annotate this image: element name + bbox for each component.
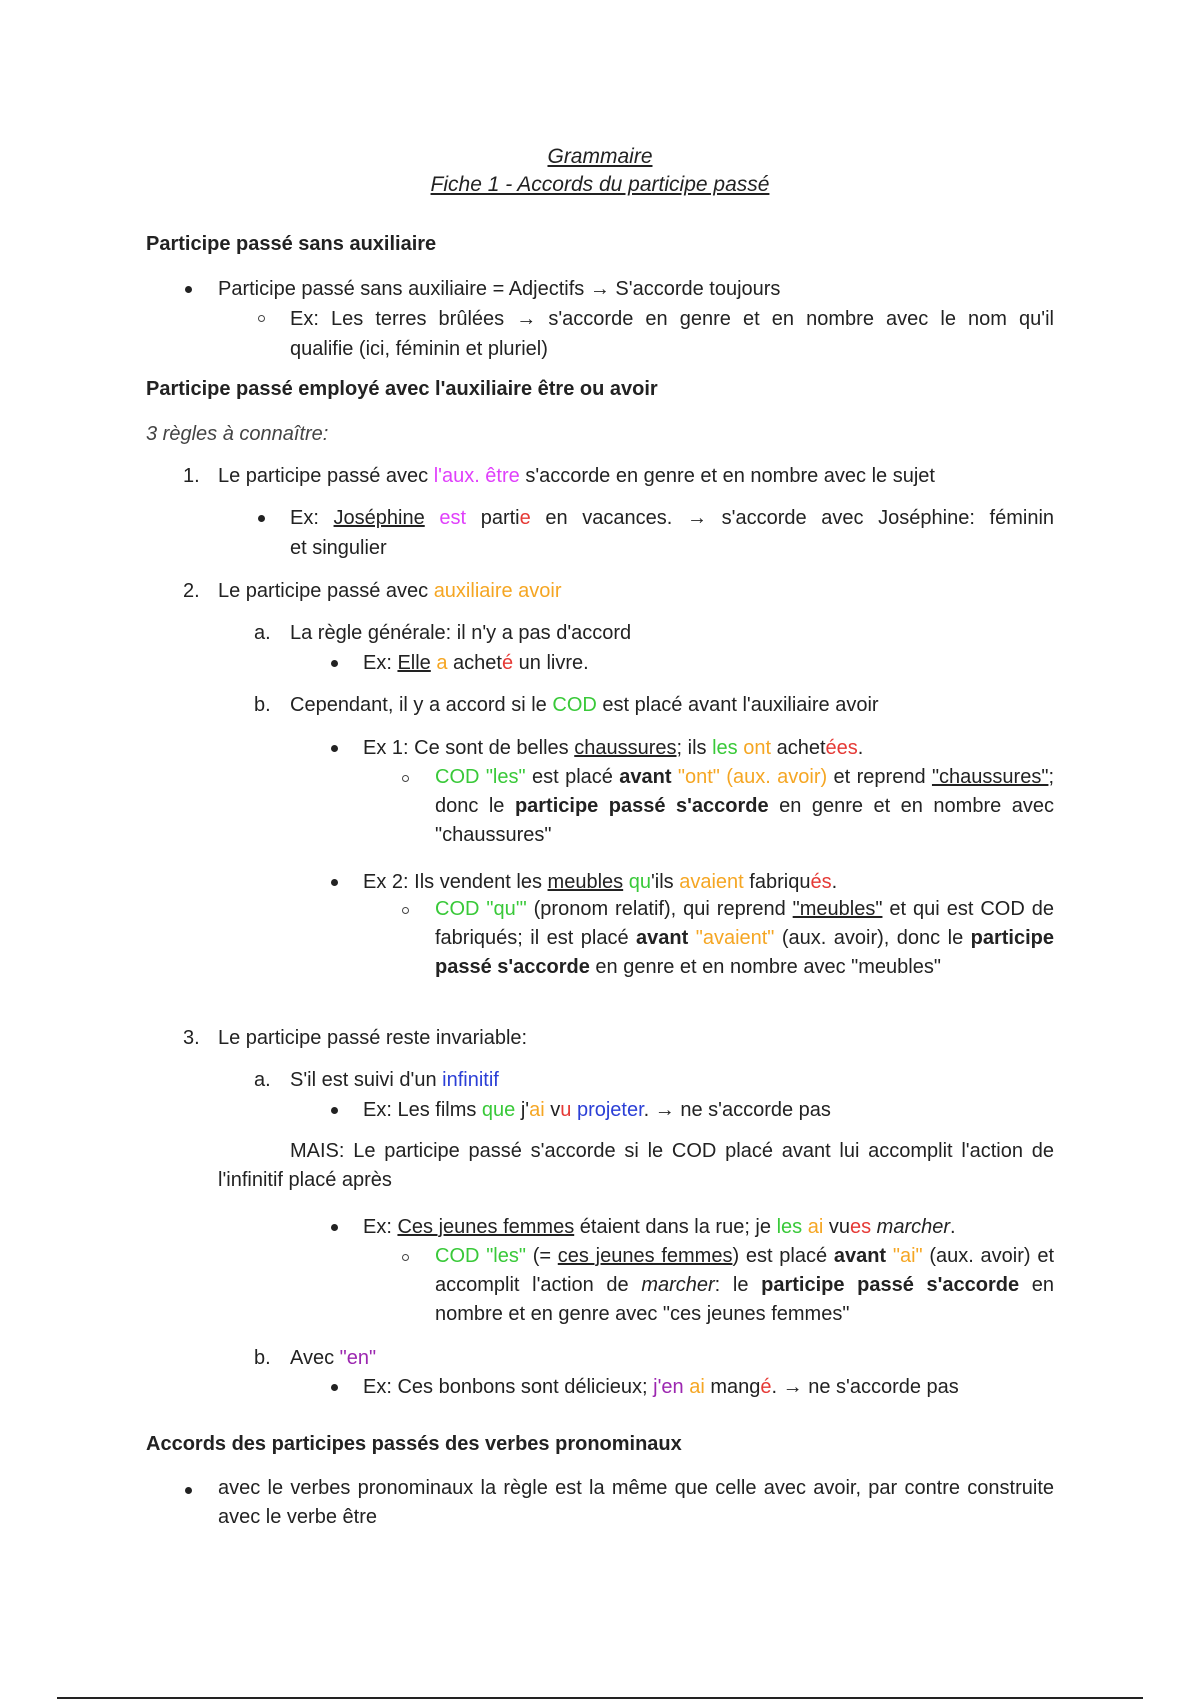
ex-participle: achet <box>771 737 826 759</box>
rule-3b-example <box>363 1373 959 1401</box>
rule-3a-example-2-comment <box>435 1242 1054 1329</box>
rule-3a-mais <box>218 1137 1054 1195</box>
rule-3a-example <box>363 1096 831 1124</box>
ex-participle: parti <box>466 507 520 529</box>
comment-text: en nombre et en genre avec "ces jeunes femmes" <box>435 1274 1054 1325</box>
rule-3b-pre: Avec <box>290 1347 340 1369</box>
comment-text: ; donc le <box>435 766 1054 817</box>
rule-2a-example <box>363 649 589 677</box>
rule-3-text: Le participe passé reste invariable: <box>218 1027 528 1049</box>
rule-1-aux: l'aux. être <box>433 465 520 487</box>
s3-bullet-1 <box>218 1474 1054 1532</box>
rule-3a-example-2 <box>363 1213 956 1241</box>
ex-end: . <box>857 737 864 759</box>
comment-rule: participe passé s'accorde <box>761 1274 1020 1296</box>
comment-noun: "meubles" <box>792 898 883 920</box>
rule-2b-example-1-comment <box>435 763 1054 850</box>
comment-cod: COD "qu'" <box>435 898 527 920</box>
rule-3b-text <box>290 1344 376 1372</box>
rule-2b-pre: Cependant, il y a accord si le <box>290 694 553 716</box>
ex-prefix: Ex: Ces bonbons sont délicieux; <box>363 1376 654 1398</box>
ex-prefix: Ex: <box>290 507 334 529</box>
ex-noun: meubles <box>547 871 624 893</box>
ex-prefix: Ex 2: Ils vendent les <box>363 871 548 893</box>
ex-ending: és <box>810 871 832 893</box>
ex-subject: Joséphine <box>333 507 425 529</box>
rule-1-post: s'accorde en genre et en nombre avec le sujet <box>519 465 935 487</box>
rule-3b-en: "en" <box>339 1347 377 1369</box>
rule-1-text <box>218 462 935 490</box>
section-heading-1: Participe passé sans auxiliaire <box>146 233 437 255</box>
comment-rule: participe passé s'accorde <box>514 795 769 817</box>
ex-ending: e <box>519 507 531 529</box>
ex-pronoun: j'en <box>653 1376 684 1398</box>
ex-mid: ; ils <box>676 737 713 759</box>
comment-text: et reprend <box>827 766 932 788</box>
ex-aux: est <box>439 507 467 529</box>
sub-bullet-circle <box>258 315 265 322</box>
comment-space <box>688 927 695 949</box>
comment-text: en genre et en nombre avec "chaussures" <box>435 795 1054 846</box>
ex-rest: un livre. <box>513 652 589 674</box>
ex-cod: les <box>712 737 738 759</box>
rule-3a-pre: S'il est suivi d'un <box>290 1069 443 1091</box>
rule-number-1: 1. <box>183 465 200 487</box>
ex-ending: é <box>501 652 514 674</box>
mais-paragraph: MAIS: Le participe passé s'accorde si le COD placé avant lui accomplit l'action de l'infinitif placé après <box>218 1140 1054 1191</box>
ex-space <box>425 507 440 529</box>
comment-cod: COD "les" <box>435 1245 526 1267</box>
ex-infinitive: projeter <box>576 1099 644 1121</box>
ex-aux: ai <box>529 1099 545 1121</box>
rule-3a-text <box>290 1066 499 1094</box>
rule-2a-text: La règle générale: il n'y a pas d'accord <box>290 622 632 644</box>
ex-noun: chaussures <box>574 737 677 759</box>
sub-bullet-circle <box>402 1254 409 1261</box>
rule-2-aux: auxiliaire avoir <box>433 580 562 602</box>
comment-text: est placé <box>525 766 620 788</box>
ex-aux: avaient <box>679 871 744 893</box>
section-heading-3: Accords des participes passés des verbes pronominaux <box>146 1433 682 1455</box>
rule-2b-example-2-comment <box>435 895 1054 982</box>
comment-text: en genre et en nombre avec "meubles" <box>589 956 941 978</box>
rule-3a-infinitive: infinitif <box>442 1069 499 1091</box>
comment-text: ) est placé <box>732 1245 834 1267</box>
bullet-dot <box>331 879 338 886</box>
comment-paragraph <box>435 763 1054 850</box>
page-bottom-rule <box>57 1697 1143 1699</box>
rule-1-example-line-2: et singulier <box>290 537 387 559</box>
comment-noun: "chaussures" <box>931 766 1049 788</box>
rule-2-text <box>218 577 562 605</box>
rule-number-2: 2. <box>183 580 200 602</box>
ex-prefix: Ex: <box>363 652 398 674</box>
comment-infinitive: marcher <box>641 1274 715 1296</box>
comment-paragraph <box>435 895 1054 982</box>
rule-2a-marker: a. <box>254 622 271 644</box>
ex-end: . <box>831 871 838 893</box>
rule-2b-text <box>290 691 879 719</box>
ex-ending: ées <box>825 737 858 759</box>
ex-pronoun: 'ils <box>650 871 680 893</box>
comment-text: (aux. avoir) et accomplit l'action de <box>435 1245 1054 1296</box>
ex-prefix: Ex 1: Ce sont de belles <box>363 737 575 759</box>
bullet-dot <box>258 515 265 522</box>
ex-aux: a <box>436 652 448 674</box>
ex-aux: ai <box>689 1376 705 1398</box>
rule-2-pre: Le participe passé avec <box>218 580 434 602</box>
ex-rest: en vacances. → s'accorde avec Joséphine: féminin <box>530 507 1055 529</box>
ex-ending: es <box>849 1216 872 1238</box>
ex-cod: les <box>776 1216 803 1238</box>
rule-1-example-text <box>290 504 1054 532</box>
comment-aux: "ont" (aux. avoir) <box>677 766 828 788</box>
s1-example-text: Ex: Les terres brûlées → s'accorde en genre et en nombre avec le nom qu'il <box>290 308 1054 330</box>
sub-bullet-circle <box>402 907 409 914</box>
section-heading-2: Participe passé employé avec l'auxiliaire être ou avoir <box>146 378 658 400</box>
ex-cod: que <box>481 1099 516 1121</box>
ex-subject: Elle <box>397 652 431 674</box>
ex-participle: mang <box>704 1376 761 1398</box>
comment-text: : le <box>714 1274 762 1296</box>
rule-3a-marker: a. <box>254 1069 271 1091</box>
doc-subtitle: Fiche 1 - Accords du participe passé <box>430 173 770 196</box>
rule-1-example-line-1 <box>290 504 1054 532</box>
comment-avant: avant <box>619 766 672 788</box>
bullet-dot <box>331 1224 338 1231</box>
bullet-dot <box>185 286 192 293</box>
comment-text: et qui est COD de fabriqués; il est placé <box>435 898 1054 949</box>
comment-aux: "ai" <box>892 1245 923 1267</box>
ex-participle: achet <box>447 652 502 674</box>
ex-pronoun: j' <box>520 1099 530 1121</box>
s1-example-line-1 <box>290 305 1054 333</box>
s3-bullet-text: avec le verbes pronominaux la règle est la même que celle avec avoir, par contre construite avec le verbe être <box>218 1477 1054 1528</box>
comment-rule: participe passé s'accorde <box>435 927 1054 978</box>
comment-cod: COD "les" <box>435 766 526 788</box>
bullet-dot <box>331 660 338 667</box>
ex-prefix: Ex: Les films <box>363 1099 482 1121</box>
ex-aux: ont <box>743 737 772 759</box>
comment-aux: "avaient" <box>695 927 775 949</box>
rule-2b-marker: b. <box>254 694 271 716</box>
comment-text: (= <box>525 1245 558 1267</box>
ex-infinitive: marcher <box>876 1216 951 1238</box>
ex-ending: é <box>760 1376 772 1398</box>
ex-rest: . → ne s'accorde pas <box>643 1099 831 1121</box>
ex-aux: ai <box>807 1216 824 1238</box>
bullet-dot <box>185 1487 192 1494</box>
rule-2b-cod: COD <box>552 694 597 716</box>
s1-example-line-2: qualifie (ici, féminin et pluriel) <box>290 338 548 360</box>
ex-participle: fabriqu <box>743 871 811 893</box>
rule-1-pre: Le participe passé avec <box>218 465 434 487</box>
comment-noun: ces jeunes femmes <box>557 1245 733 1267</box>
ex-end: . <box>950 1216 956 1238</box>
ex-prefix: Ex: <box>363 1216 398 1238</box>
sub-bullet-circle <box>402 775 409 782</box>
comment-text: (aux. avoir), donc le <box>774 927 971 949</box>
ex-cod: qu <box>628 871 651 893</box>
rule-2b-post: est placé avant l'auxiliaire avoir <box>596 694 879 716</box>
ex-participle: v <box>550 1099 561 1121</box>
comment-avant: avant <box>636 927 689 949</box>
doc-title: Grammaire <box>547 145 653 168</box>
rule-2b-example-1 <box>363 734 863 762</box>
ex-mid: étaient dans la rue; je <box>574 1216 777 1238</box>
ex-rest: . → ne s'accorde pas <box>771 1376 959 1398</box>
rule-2b-example-2 <box>363 868 837 896</box>
s1-bullet-1: Participe passé sans auxiliaire = Adjectifs → S'accorde toujours <box>218 278 781 300</box>
ex-ending: u <box>560 1099 572 1121</box>
comment-paragraph <box>435 1242 1054 1329</box>
bullet-dot <box>331 745 338 752</box>
comment-space <box>886 1245 893 1267</box>
ex-noun: Ces jeunes femmes <box>397 1216 575 1238</box>
bullet-dot <box>331 1384 338 1391</box>
comment-avant: avant <box>833 1245 887 1267</box>
rule-3b-marker: b. <box>254 1347 271 1369</box>
rule-number-3: 3. <box>183 1027 200 1049</box>
ex-participle: vu <box>823 1216 850 1238</box>
bullet-dot <box>331 1107 338 1114</box>
comment-text: (pronom relatif), qui reprend <box>526 898 793 920</box>
rules-intro: 3 règles à connaître: <box>146 423 329 445</box>
